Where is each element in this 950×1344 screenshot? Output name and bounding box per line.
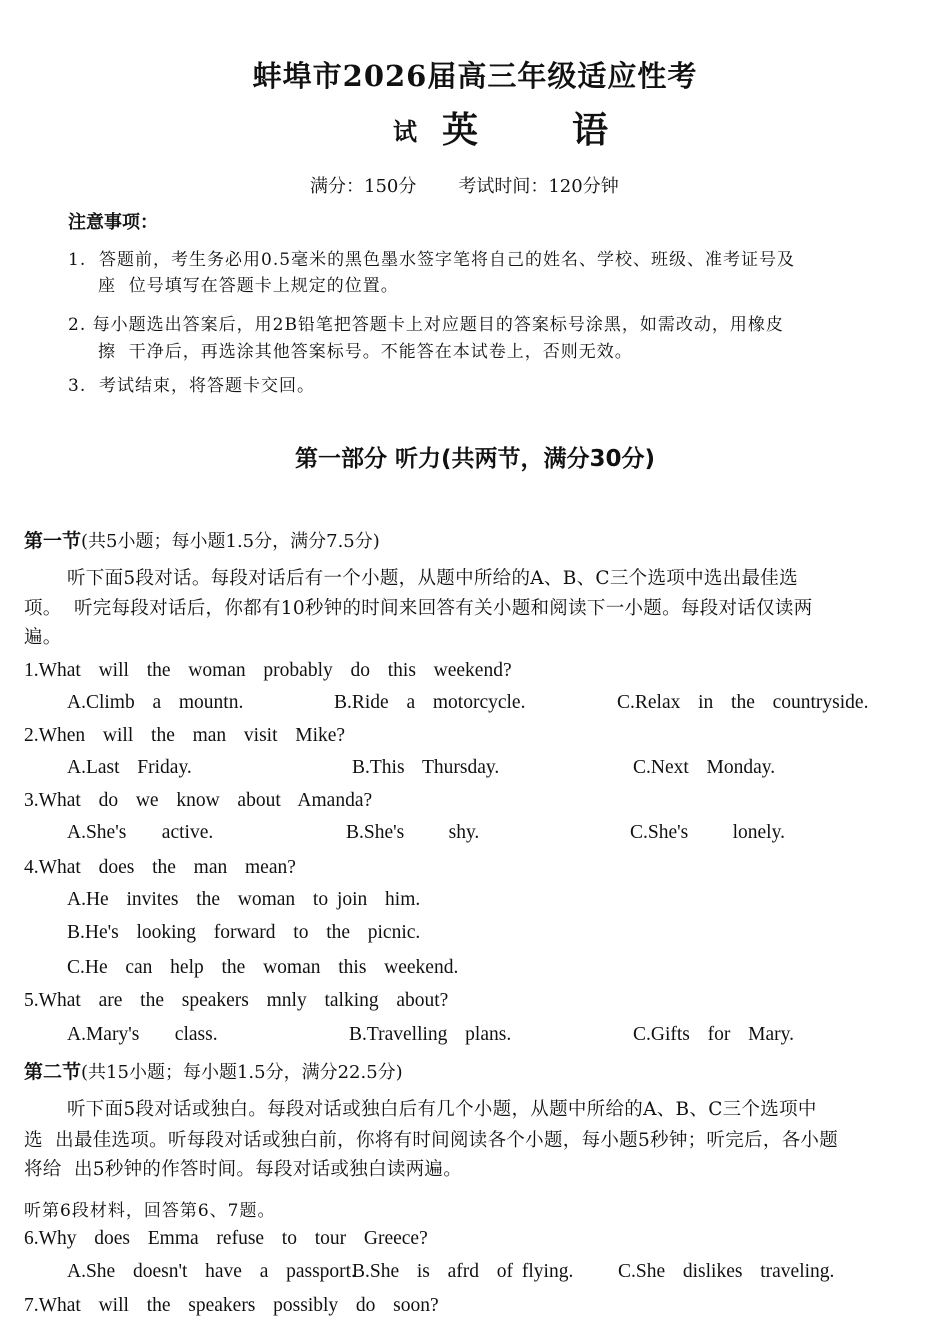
exam-subtitle	[0, 102, 950, 150]
subtitle-char-1: 英	[442, 109, 479, 151]
notice-item-3: 3. 考试结束，将答题卡交回。	[68, 376, 316, 396]
question-3-option-b: B.She's shy.	[346, 822, 480, 843]
question-2-option-a: A.Last Friday.	[67, 757, 192, 778]
question-4-option-b: B.He's looking forward to the picnic.	[67, 922, 421, 943]
subtitle-char-2: 语	[572, 109, 609, 151]
question-7: 7.What will the speakers possibly do soon?	[24, 1295, 439, 1316]
section-1-label: 第一节	[24, 530, 82, 552]
section-1-info: (共5小题；每小题1.5分，满分7.5分)	[81, 531, 380, 552]
part-1-title: 第一部分 听力(共两节，满分30分)	[294, 446, 656, 472]
question-2-option-b: B.This Thursday.	[352, 757, 500, 778]
question-3: 3.What do we know about Amanda?	[24, 790, 373, 811]
exam-title: 蚌埠市2026届高三年级适应性考	[252, 59, 698, 93]
question-1-option-c: C.Relax in the countryside.	[617, 692, 869, 713]
question-6-option-a: A.She doesn't have a passport.	[67, 1261, 356, 1282]
section-1-instructions-line-2: 项。 听完每段对话后，你都有10秒钟的时间来回答有关小题和阅读下一小题。每段对话仅读两	[24, 598, 813, 619]
question-6-option-b: B.She is afrd of flying.	[352, 1261, 574, 1282]
section-2-instructions-line-1: 听下面5段对话或独白。每段对话或独白后有几个小题，从题中所给的A、B、C三个选项中	[67, 1099, 817, 1120]
section-1-instructions-line-1: 听下面5段对话。每段对话后有一个小题，从题中所给的A、B、C三个选项中选出最佳选	[67, 568, 798, 589]
question-5-option-b: B.Travelling plans.	[349, 1024, 512, 1045]
subtitle-prefix: 试	[393, 117, 417, 146]
material-6-heading: 听第6段材料，回答第6、7题。	[24, 1201, 276, 1221]
question-4-option-a: A.He invites the woman to join him.	[67, 889, 421, 910]
question-6-option-c: C.She dislikes traveling.	[618, 1261, 835, 1282]
notice-heading: 注意事项：	[68, 212, 158, 233]
section-1-instructions-line-3: 遍。	[24, 627, 62, 648]
question-1-option-a: A.Climb a mountn.	[67, 692, 244, 713]
question-4-option-c: C.He can help the woman this weekend.	[67, 957, 459, 978]
notice-item-2-line-1: 2. 每小题选出答案后，用2B铅笔把答题卡上对应题目的答案标号涂黑，如需改动，用橡皮	[68, 315, 784, 335]
question-3-option-c: C.She's lonely.	[630, 822, 785, 843]
question-5: 5.What are the speakers mnly talking about?	[24, 990, 449, 1011]
question-1-option-b: B.Ride a motorcycle.	[334, 692, 526, 713]
section-2-label: 第二节	[24, 1061, 82, 1083]
question-6: 6.Why does Emma refuse to tour Greece?	[24, 1228, 428, 1249]
section-2-heading	[24, 1057, 403, 1084]
question-5-option-a: A.Mary's class.	[67, 1024, 218, 1045]
section-2-info: (共15小题；每小题1.5分，满分22.5分)	[81, 1062, 403, 1083]
exam-time: 考试时间：120分钟	[458, 176, 619, 197]
notice-item-1-line-1: 1. 答题前，考生务必用0.5毫米的黑色墨水签字笔将自己的姓名、学校、班级、准考证号及	[68, 250, 796, 270]
question-4: 4.What does the man mean?	[24, 857, 296, 878]
section-2-instructions-line-3: 将给 出5秒钟的作答时间。每段对话或独白读两遍。	[24, 1159, 463, 1180]
notice-item-1-line-2: 座 位号填写在答题卡上规定的位置。	[98, 276, 399, 296]
section-1-heading	[24, 526, 380, 553]
question-2-option-c: C.Next Monday.	[633, 757, 776, 778]
full-score: 满分：150分	[310, 176, 417, 197]
section-2-instructions-line-2: 选 出最佳选项。听每段对话或独白前，你将有时间阅读各个小题，每小题5秒钟；听完后，各小题	[24, 1130, 839, 1151]
question-1: 1.What will the woman probably do this weekend?	[24, 660, 512, 681]
question-3-option-a: A.She's active.	[67, 822, 214, 843]
exam-meta	[310, 172, 619, 198]
question-5-option-c: C.Gifts for Mary.	[633, 1024, 794, 1045]
notice-item-2-line-2: 擦 干净后，再选涂其他答案标号。不能答在本试卷上，否则无效。	[98, 342, 633, 362]
question-2: 2.When will the man visit Mike?	[24, 725, 346, 746]
